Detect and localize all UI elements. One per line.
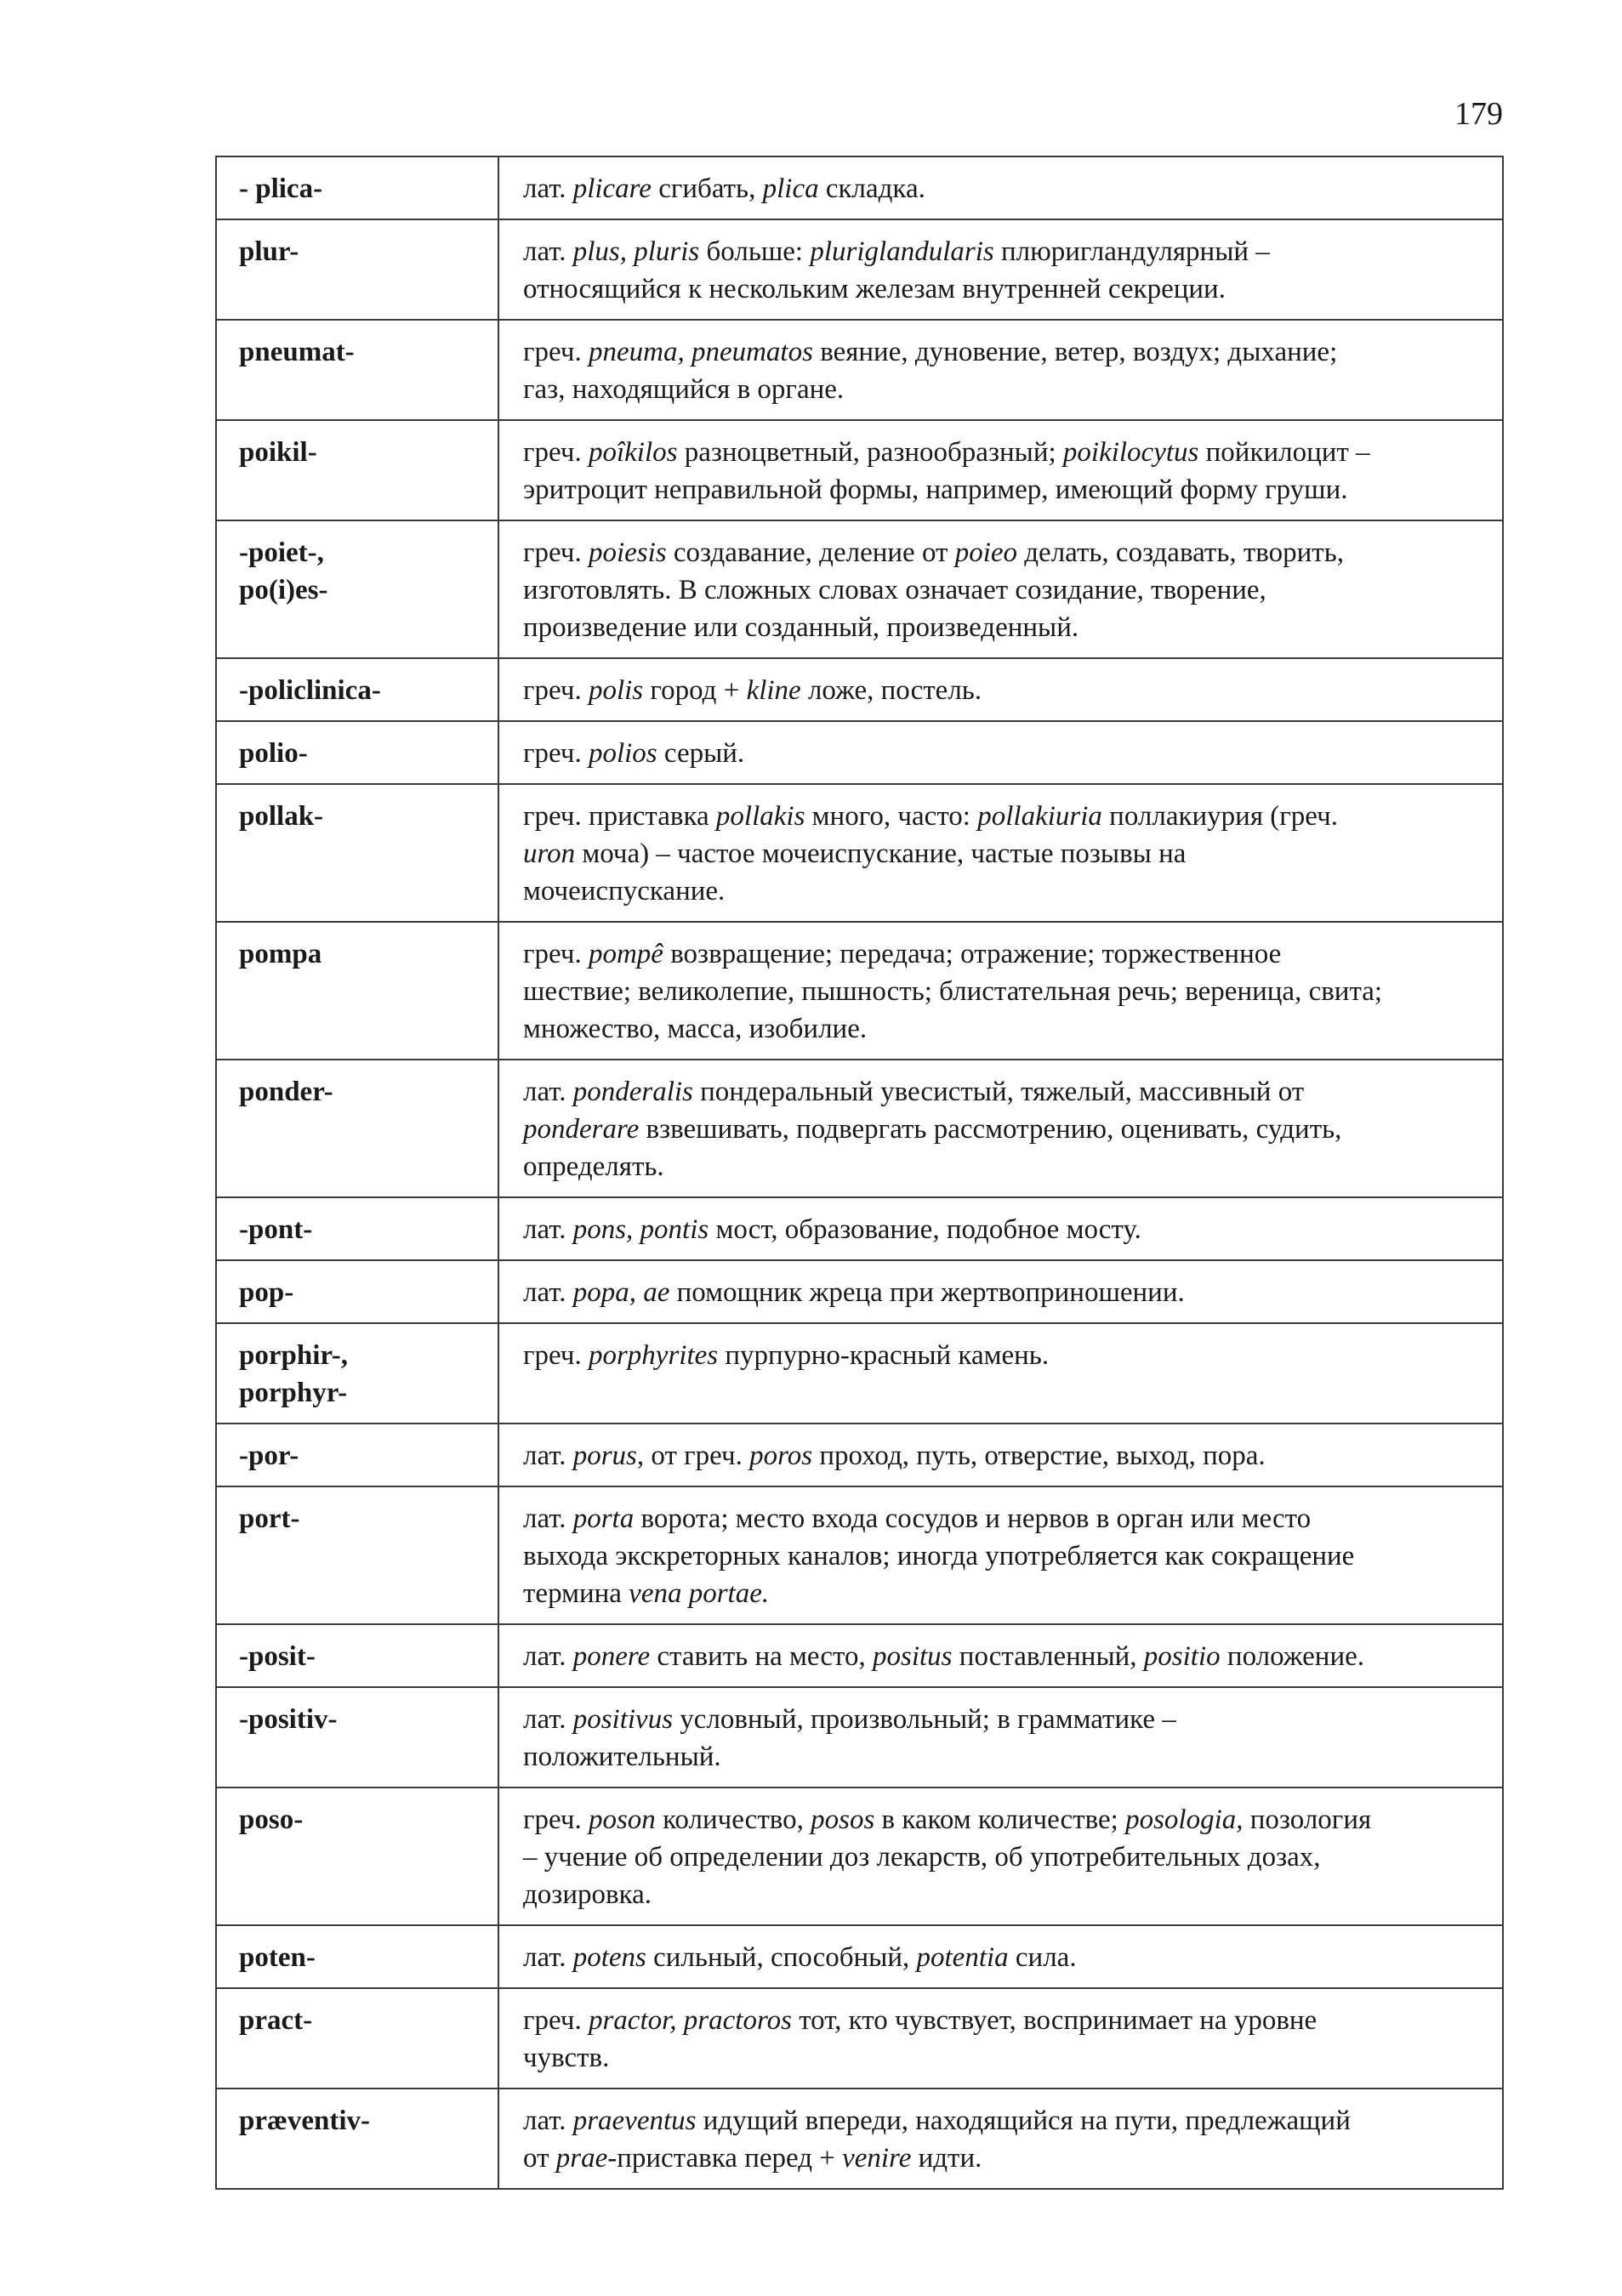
entry-term: poten- [216,1925,498,1988]
entry-term: ponder- [216,1060,498,1197]
entry-definition: лат. porta ворота; место входа сосудов и нервов в орган или место выхода экскреторных каналов; иногда употребляется как сокращение термина vena portae. [498,1486,1503,1624]
italic-term: poson [588,1804,656,1835]
italic-term: poros [749,1441,813,1471]
entry-term: porphir-, porphyr- [216,1323,498,1424]
italic-term: posos [811,1804,875,1835]
entry-definition: лат. ponere ставить на место, positus поставленный, positio положение. [498,1624,1503,1687]
italic-term: practor, practoros [588,2005,792,2036]
entry-definition: греч. pneuma, pneumatos веяние, дуновение, ветер, воздух; дыхание; газ, находящийся в органе. [498,320,1503,420]
entry-definition: греч. poîkilos разноцветный, разнообразный; poikilocytus пойкилоцит – эритроцит неправильной формы, например, имеющий форму груши. [498,420,1503,520]
table-row [216,1197,1503,1260]
table-row [216,1624,1503,1687]
italic-term: poiesis [588,537,667,568]
entry-term: plur- [216,219,498,320]
table-row [216,2089,1503,2189]
entry-term: pract- [216,1988,498,2089]
entry-term: poikil- [216,420,498,520]
entry-term: -poiet-, po(i)es- [216,520,498,658]
table-row [216,1260,1503,1323]
table-row [216,420,1503,520]
italic-term: porta [572,1503,635,1534]
table-row [216,156,1503,219]
entry-term: polio- [216,721,498,784]
table-row [216,1424,1503,1486]
italic-term: ponere [572,1641,651,1672]
dictionary-table [215,156,1504,2190]
entry-definition: лат. plus, pluris больше: pluriglandularis плюригландулярный – относящийся к нескольким железам внутренней секреции. [498,219,1503,320]
italic-term: polis [588,675,644,706]
entry-definition: греч. polios серый. [498,721,1503,784]
entry-term: pompa [216,922,498,1060]
entry-definition: лат. ponderalis пондеральный увесистый, тяжелый, массивный от ponderare взвешивать, подвергать рассмотрению, оценивать, судить, определять. [498,1060,1503,1197]
italic-term: posologia, [1125,1804,1244,1835]
table-row [216,219,1503,320]
italic-term: plica [762,173,819,204]
dictionary-table-body [216,156,1503,2189]
italic-term: uron [523,838,576,869]
entry-definition: греч. pompê возвращение; передача; отражение; торжественное шествие; великолепие, пышность; блистательная речь; вереница, свита; множество, масса, изобилие. [498,922,1503,1060]
entry-definition: греч. приставка pollakis много, часто: pollakiuria поллакиурия (греч. uron моча) – частое мочеиспускание, частые позывы на мочеиспускание. [498,784,1503,922]
italic-term: potens [572,1942,646,1973]
italic-term: positivus [572,1704,674,1735]
table-row [216,1988,1503,2089]
entry-definition: греч. poson количество, posos в каком количестве; posologia, позология – учение об определении доз лекарств, об употребительных дозах, дозировка. [498,1787,1503,1925]
table-row [216,1060,1503,1197]
entry-term: -policlinica- [216,658,498,721]
table-row [216,1486,1503,1624]
entry-definition: греч. practor, practoros тот, кто чувствует, воспринимает на уровне чувств. [498,1988,1503,2089]
italic-term: kline [746,675,801,706]
table-row [216,320,1503,420]
entry-term: pop- [216,1260,498,1323]
italic-term: pluriglandularis [810,236,994,267]
italic-term: poieo [954,537,1018,568]
italic-term: pollakiuria [977,801,1102,832]
entry-term: port- [216,1486,498,1624]
entry-term: pollak- [216,784,498,922]
table-row [216,520,1503,658]
table-row [216,784,1503,922]
table-row [216,1687,1503,1787]
italic-term: positio [1143,1641,1221,1672]
italic-term: plicare [572,173,652,204]
italic-term: polios [588,738,657,769]
italic-term: positus [873,1641,953,1672]
italic-term: pons, pontis [572,1214,709,1245]
entry-term: -positiv- [216,1687,498,1787]
entry-term: -pont- [216,1197,498,1260]
entry-definition: лат. plicare сгибать, plica складка. [498,156,1503,219]
italic-term: porus [572,1441,637,1471]
italic-term: prae [555,2143,608,2174]
page-number: 179 [1454,96,1503,132]
entry-definition: лат. porus, от греч. poros проход, путь, отверстие, выход, пора. [498,1424,1503,1486]
italic-term: pollakis [715,801,805,832]
entry-definition: лат. potens сильный, способный, potentia сила. [498,1925,1503,1988]
italic-term: popa, ae [572,1277,670,1308]
entry-definition: лат. positivus условный, произвольный; в грамматике – положительный. [498,1687,1503,1787]
italic-term: vena portae. [629,1578,770,1609]
italic-term: poîkilos [588,437,678,468]
entry-term: pneumat- [216,320,498,420]
table-row [216,1787,1503,1925]
italic-term: ponderalis [572,1077,693,1107]
italic-term: pompê [588,939,663,969]
entry-term: præventiv- [216,2089,498,2189]
entry-term: - plica- [216,156,498,219]
entry-term: -posit- [216,1624,498,1687]
table-row [216,658,1503,721]
italic-term: ponderare [523,1114,640,1145]
entry-definition: лат. popa, ae помощник жреца при жертвоприношении. [498,1260,1503,1323]
italic-term: potentia [916,1942,1009,1973]
italic-term: porphyrites [588,1340,719,1371]
italic-term: plus, pluris [572,236,700,267]
italic-term: praeventus [572,2106,697,2136]
entry-term: poso- [216,1787,498,1925]
entry-definition: греч. poiesis создавание, деление от poieo делать, создавать, творить, изготовлять. В сложных словах означает созидание, творение, произведение или созданный, произведенный. [498,520,1503,658]
entry-definition: лат. pons, pontis мост, образование, подобное мосту. [498,1197,1503,1260]
italic-term: pneuma, pneumatos [588,337,813,367]
table-row [216,1323,1503,1424]
italic-term: poikilocytus [1062,437,1199,468]
italic-term: venire [842,2143,912,2174]
entry-definition: греч. polis город + kline ложе, постель. [498,658,1503,721]
entry-definition: греч. porphyrites пурпурно-красный камень. [498,1323,1503,1424]
table-row [216,922,1503,1060]
table-row [216,721,1503,784]
entry-term: -por- [216,1424,498,1486]
table-row [216,1925,1503,1988]
entry-definition: лат. praeventus идущий впереди, находящийся на пути, предлежащий от prae-приставка перед + venire идти. [498,2089,1503,2189]
